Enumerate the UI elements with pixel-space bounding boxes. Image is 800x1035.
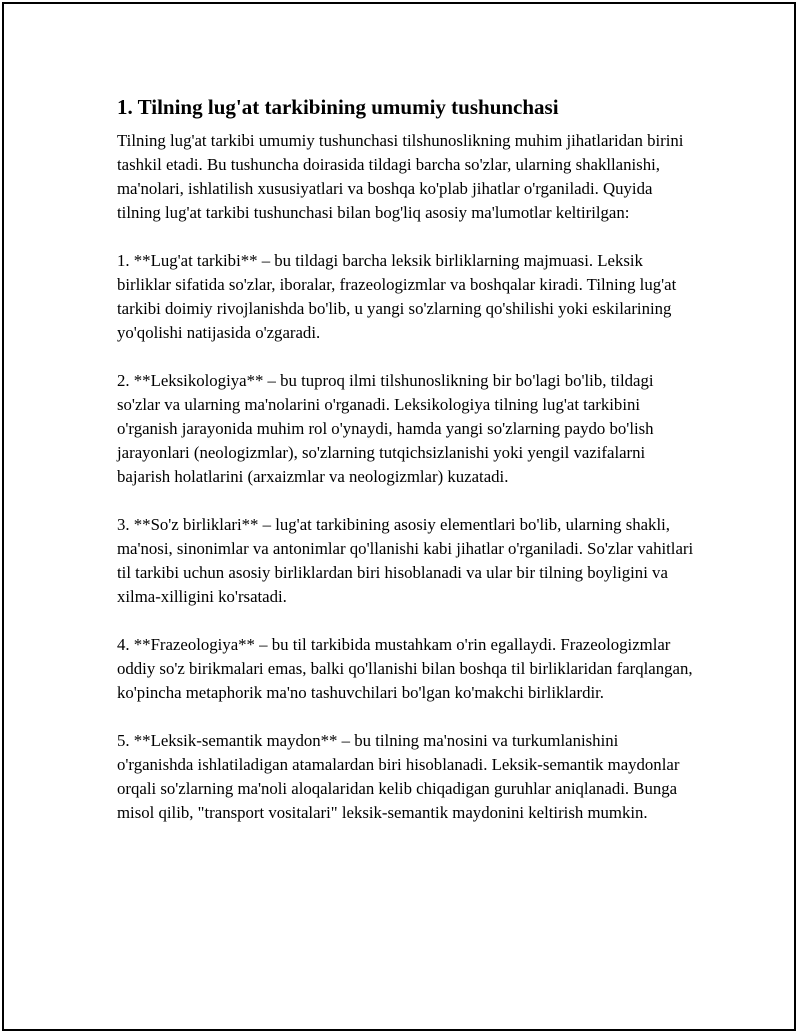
paragraph-frazeologiya: 4. **Frazeologiya** – bu til tarkibida mustahkam o'rin egallaydi. Frazeologizmlar oddiy so'z birikmalari emas, balki qo'llanishi bilan boshqa til birliklaridan farqlangan, ko'pincha metaphorik ma'no tashuvchilari bo'lgan ko'makchi birliklardir. — [117, 635, 693, 702]
document-body — [117, 93, 697, 849]
paragraph-leksik-semantik-maydon: 5. **Leksik-semantik maydon** – bu tilning ma'nosini va turkumlanishini o'rganishda ishlatiladigan atamalardan biri hisoblanadi. Leksik-semantik maydonlar orqali so'zlarning ma'noli aloqalaridan kelib chiqadigan guruhlar aniqlanadi. Bunga misol qilib, "transport vositalari" leksik-semantik maydonini keltirish mumkin. — [117, 731, 680, 822]
paragraph-lugat-tarkibi: 1. **Lug'at tarkibi** – bu tildagi barcha leksik birliklarning majmuasi. Leksik birliklar sifatida so'zlar, iboralar, frazeologizmlar va boshqalar kiradi. Tilning lug'at tarkibi doimiy rivojlanishda bo'lib, u yangi so'zlarning qo'shilishi yoki eskilarining yo'qolishi natijasida o'zgaradi. — [117, 251, 677, 342]
intro-paragraph: Tilning lug'at tarkibi umumiy tushunchasi tilshunoslikning muhim jihatlaridan birini tashkil etadi. Bu tushuncha doirasida tildagi barcha so'zlar, ularning shakllanishi, ma'nolari, ishlatilish xususiyatlari va boshqa ko'plab jihatlar o'rganiladi. Quyida tilning lug'at tarkibi tushunchasi bilan bog'liq asosiy ma'lumotlar keltirilgan: — [117, 131, 684, 222]
paragraph-soz-birliklari: 3. **So'z birliklari** – lug'at tarkibining asosiy elementlari bo'lib, ularning shakli, ma'nosi, sinonimlar va antonimlar qo'llanishi kabi jihatlar o'rganiladi. So'zlar vahitlari til tarkibi uchun asosiy birliklardan biri hisoblanadi va ular bir tilning boyligini va xilma-xilligini ko'rsatadi. — [117, 515, 694, 606]
section-heading: 1. Tilning lug'at tarkibining umumiy tushunchasi — [117, 95, 559, 119]
paragraph-leksikologiya: 2. **Leksikologiya** – bu tuproq ilmi tilshunoslikning bir bo'lagi bo'lib, tildagi so'zlar va ularning ma'nolarini o'rganadi. Leksikologiya tilning lug'at tarkibini o'rganish jarayonida muhim rol o'ynaydi, hamda yangi so'zlarning paydo bo'lish jarayonlari (neologizmlar), so'zlarning tutqichsizlanishi yoki yengil vazifalarni bajarish holatlarini (arxaizmlar va neologizmlar) kuzatadi. — [117, 371, 654, 486]
